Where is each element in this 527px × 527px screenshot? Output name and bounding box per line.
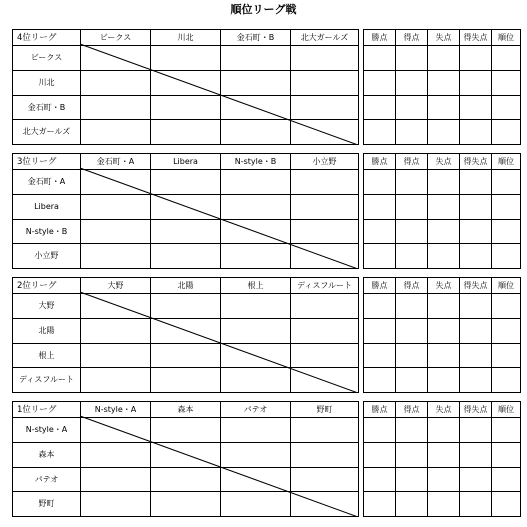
league-name: 1位リーグ <box>13 402 81 418</box>
stat-cell <box>460 294 492 319</box>
stat-column-header: 得点 <box>396 278 428 294</box>
result-cell <box>81 195 151 220</box>
stat-cell <box>460 467 492 492</box>
stat-cell <box>460 319 492 344</box>
result-cell <box>221 95 291 120</box>
table-row <box>13 219 521 244</box>
team-row-header: 金石町・A <box>13 170 81 195</box>
stat-cell <box>364 294 396 319</box>
stat-cell <box>492 343 521 368</box>
stat-cell <box>364 219 396 244</box>
stat-cell <box>460 343 492 368</box>
team-column-header: ディスフルート <box>291 278 359 294</box>
result-cell <box>151 95 221 120</box>
stat-cell <box>364 120 396 145</box>
result-cell <box>291 343 359 368</box>
stat-cell <box>428 319 460 344</box>
result-cell <box>81 219 151 244</box>
result-cell <box>221 46 291 71</box>
result-cell <box>291 294 359 319</box>
stat-column-header: 得点 <box>396 154 428 170</box>
stat-cell <box>428 492 460 517</box>
stat-cell <box>460 244 492 269</box>
stat-column-header: 失点 <box>428 278 460 294</box>
result-cell <box>221 467 291 492</box>
table-row <box>13 418 521 443</box>
stat-cell <box>492 294 521 319</box>
team-row-header: ディスフルート <box>13 368 81 393</box>
result-cell <box>291 418 359 443</box>
result-cell <box>81 120 151 145</box>
stat-cell <box>396 219 428 244</box>
result-cell <box>221 120 291 145</box>
stat-cell <box>460 443 492 468</box>
stat-cell <box>492 368 521 393</box>
result-cell <box>151 170 221 195</box>
stat-cell <box>396 244 428 269</box>
stat-cell <box>364 46 396 71</box>
stat-cell <box>492 418 521 443</box>
stat-cell <box>364 195 396 220</box>
team-row-header: 大野 <box>13 294 81 319</box>
result-cell <box>81 170 151 195</box>
result-cell <box>81 368 151 393</box>
result-cell <box>151 343 221 368</box>
result-cell <box>221 443 291 468</box>
league-table <box>12 29 516 145</box>
team-column-header: 小立野 <box>291 154 359 170</box>
team-row-header: N-style・B <box>13 219 81 244</box>
stat-cell <box>396 71 428 96</box>
team-column-header: 金石町・A <box>81 154 151 170</box>
stat-cell <box>428 195 460 220</box>
stat-cell <box>460 195 492 220</box>
stat-cell <box>396 443 428 468</box>
stat-cell <box>428 46 460 71</box>
result-cell <box>221 368 291 393</box>
stat-cell <box>460 418 492 443</box>
stat-cell <box>492 492 521 517</box>
stat-cell <box>364 343 396 368</box>
league-table <box>12 153 516 269</box>
result-cell <box>151 244 221 269</box>
stat-cell <box>492 467 521 492</box>
stat-cell <box>460 219 492 244</box>
team-column-header: 大野 <box>81 278 151 294</box>
stat-cell <box>428 418 460 443</box>
stat-cell <box>428 244 460 269</box>
table-row <box>13 120 521 145</box>
stat-column-header: 得点 <box>396 402 428 418</box>
team-column-header: 森本 <box>151 402 221 418</box>
stat-cell <box>492 46 521 71</box>
result-cell <box>291 467 359 492</box>
stat-cell <box>428 219 460 244</box>
stat-cell <box>396 170 428 195</box>
result-cell <box>221 319 291 344</box>
stat-cell <box>460 71 492 96</box>
team-row-header: 川北 <box>13 71 81 96</box>
result-cell <box>221 170 291 195</box>
team-row-header: 北大ガールズ <box>13 120 81 145</box>
stat-cell <box>460 368 492 393</box>
stat-cell <box>396 343 428 368</box>
stat-column-header: 失点 <box>428 154 460 170</box>
stat-cell <box>428 71 460 96</box>
team-row-header: N-style・A <box>13 418 81 443</box>
result-cell <box>221 418 291 443</box>
stat-cell <box>428 170 460 195</box>
result-cell <box>151 467 221 492</box>
result-cell <box>291 120 359 145</box>
result-cell <box>81 294 151 319</box>
stat-cell <box>428 95 460 120</box>
stat-cell <box>396 120 428 145</box>
stat-cell <box>428 467 460 492</box>
team-row-header: ビークス <box>13 46 81 71</box>
stat-cell <box>364 443 396 468</box>
result-cell <box>291 244 359 269</box>
team-column-header: 野町 <box>291 402 359 418</box>
stat-cell <box>364 71 396 96</box>
table-row <box>13 170 521 195</box>
stat-cell <box>364 95 396 120</box>
result-cell <box>81 244 151 269</box>
result-cell <box>291 46 359 71</box>
stat-column-header: 順位 <box>492 30 521 46</box>
result-cell <box>291 443 359 468</box>
stat-cell <box>364 319 396 344</box>
table-row <box>13 343 521 368</box>
result-cell <box>221 195 291 220</box>
result-cell <box>81 46 151 71</box>
stat-cell <box>492 219 521 244</box>
team-row-header: 北陽 <box>13 319 81 344</box>
stat-cell <box>396 368 428 393</box>
result-cell <box>291 368 359 393</box>
team-column-header: 北陽 <box>151 278 221 294</box>
team-row-header: 野町 <box>13 492 81 517</box>
stat-cell <box>364 368 396 393</box>
stat-cell <box>428 120 460 145</box>
team-row-header: パテオ <box>13 467 81 492</box>
result-cell <box>221 219 291 244</box>
stat-cell <box>492 71 521 96</box>
stat-column-header: 得失点 <box>460 30 492 46</box>
stat-cell <box>492 319 521 344</box>
result-cell <box>151 71 221 96</box>
table-row <box>13 46 521 71</box>
table-row <box>13 467 521 492</box>
stat-cell <box>396 95 428 120</box>
result-cell <box>291 95 359 120</box>
stat-cell <box>428 343 460 368</box>
stat-cell <box>460 492 492 517</box>
team-column-header: パテオ <box>221 402 291 418</box>
result-cell <box>81 492 151 517</box>
stat-cell <box>492 244 521 269</box>
stat-cell <box>492 195 521 220</box>
stat-cell <box>396 492 428 517</box>
result-cell <box>151 443 221 468</box>
result-cell <box>151 195 221 220</box>
stat-column-header: 勝点 <box>364 30 396 46</box>
team-row-header: 小立野 <box>13 244 81 269</box>
table-row <box>13 294 521 319</box>
result-cell <box>151 46 221 71</box>
stat-cell <box>428 368 460 393</box>
team-row-header: Libera <box>13 195 81 220</box>
stat-cell <box>460 170 492 195</box>
result-cell <box>221 294 291 319</box>
stat-cell <box>492 95 521 120</box>
result-cell <box>221 343 291 368</box>
result-cell <box>151 294 221 319</box>
stat-column-header: 勝点 <box>364 154 396 170</box>
stat-column-header: 得失点 <box>460 154 492 170</box>
result-cell <box>81 418 151 443</box>
result-cell <box>151 492 221 517</box>
result-cell <box>151 219 221 244</box>
stat-cell <box>460 95 492 120</box>
team-column-header: ビークス <box>81 30 151 46</box>
table-row <box>13 443 521 468</box>
team-row-header: 根上 <box>13 343 81 368</box>
team-row-header: 金石町・B <box>13 95 81 120</box>
stat-cell <box>460 120 492 145</box>
league-name: 4位リーグ <box>13 30 81 46</box>
result-cell <box>291 319 359 344</box>
stat-cell <box>492 443 521 468</box>
team-column-header: 根上 <box>221 278 291 294</box>
stat-cell <box>364 244 396 269</box>
stat-cell <box>396 294 428 319</box>
stat-cell <box>396 46 428 71</box>
table-row <box>13 95 521 120</box>
result-cell <box>81 343 151 368</box>
stat-column-header: 順位 <box>492 154 521 170</box>
stat-cell <box>396 418 428 443</box>
stat-cell <box>492 120 521 145</box>
team-column-header: N-style・B <box>221 154 291 170</box>
team-column-header: 川北 <box>151 30 221 46</box>
result-cell <box>81 467 151 492</box>
stat-cell <box>364 467 396 492</box>
result-cell <box>291 492 359 517</box>
team-column-header: 金石町・B <box>221 30 291 46</box>
stat-cell <box>364 418 396 443</box>
result-cell <box>151 319 221 344</box>
league-name: 2位リーグ <box>13 278 81 294</box>
result-cell <box>221 71 291 96</box>
team-column-header: Libera <box>151 154 221 170</box>
stat-column-header: 勝点 <box>364 278 396 294</box>
result-cell <box>151 368 221 393</box>
result-cell <box>151 418 221 443</box>
result-cell <box>81 95 151 120</box>
team-row-header: 森本 <box>13 443 81 468</box>
stat-cell <box>492 170 521 195</box>
stat-cell <box>460 46 492 71</box>
result-cell <box>81 319 151 344</box>
result-cell <box>291 195 359 220</box>
stat-column-header: 順位 <box>492 278 521 294</box>
page-title: 順位リーグ戦 <box>230 3 297 16</box>
stat-cell <box>428 443 460 468</box>
stat-column-header: 得失点 <box>460 402 492 418</box>
league-name: 3位リーグ <box>13 154 81 170</box>
result-cell <box>221 492 291 517</box>
result-cell <box>291 71 359 96</box>
stat-column-header: 得点 <box>396 30 428 46</box>
stat-column-header: 勝点 <box>364 402 396 418</box>
league-table <box>12 277 516 393</box>
result-cell <box>221 244 291 269</box>
stat-column-header: 失点 <box>428 30 460 46</box>
stat-cell <box>396 319 428 344</box>
stat-column-header: 得失点 <box>460 278 492 294</box>
table-row <box>13 71 521 96</box>
stat-cell <box>428 294 460 319</box>
result-cell <box>291 170 359 195</box>
result-cell <box>151 120 221 145</box>
stat-column-header: 順位 <box>492 402 521 418</box>
table-row <box>13 368 521 393</box>
stat-cell <box>396 467 428 492</box>
team-column-header: N-style・A <box>81 402 151 418</box>
table-row <box>13 195 521 220</box>
stat-cell <box>364 492 396 517</box>
stat-cell <box>364 170 396 195</box>
team-column-header: 北大ガールズ <box>291 30 359 46</box>
result-cell <box>291 219 359 244</box>
table-row <box>13 492 521 517</box>
table-row <box>13 319 521 344</box>
stat-column-header: 失点 <box>428 402 460 418</box>
result-cell <box>81 71 151 96</box>
stat-cell <box>396 195 428 220</box>
league-table <box>12 401 516 517</box>
table-row <box>13 244 521 269</box>
result-cell <box>81 443 151 468</box>
